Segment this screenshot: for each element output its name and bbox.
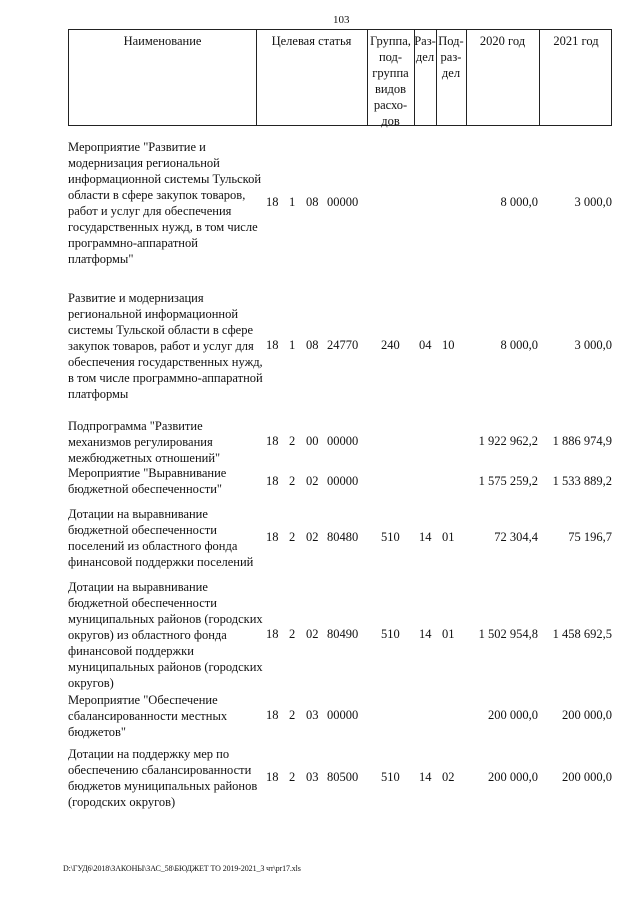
row-name: Дотации на поддержку мер по обеспечению сбалансированности бюджетов муниципальных районов (городских округов) (68, 747, 258, 809)
row-code-3: 08 (306, 195, 319, 209)
row-code-3: 03 (306, 708, 319, 722)
row-name: Дотации на выравнивание бюджетной обеспеченности поселений из областного фонда финансовой поддержки поселений (68, 507, 254, 569)
row-name: Мероприятие "Развитие и модернизация региональной информационной системы Тульской области в сфере закупок товаров, работ и услуг для обеспечения государственных нужд, в том числе программно-аппаратной платформы" (68, 140, 262, 266)
row-2020: 72 304,4 (494, 530, 538, 544)
row-name: Развитие и модернизация региональной информационной системы Тульской области в сфере закупок товаров, работ и услуг для обеспечения государственных нужд, в том числе программно-аппаратной платформы (68, 291, 263, 401)
row-name: Мероприятие "Обеспечение сбалансированности местных бюджетов" (68, 693, 228, 739)
row-section: 14 (419, 530, 432, 544)
row-group: 510 (381, 627, 400, 641)
row-2020: 8 000,0 (500, 195, 538, 209)
row-code-3: 02 (306, 530, 319, 544)
row-section: 14 (419, 627, 432, 641)
row-section: 14 (419, 770, 432, 784)
header-2020: 2020 год (479, 34, 526, 48)
row-code-3: 02 (306, 627, 319, 641)
header-subsection-line: раз- (440, 50, 462, 64)
header-subsection-line: Под- (438, 34, 464, 48)
header-subsection-line: дел (441, 66, 461, 80)
row-2021: 1 458 692,5 (552, 627, 612, 641)
header-section-line: дел (415, 50, 435, 64)
row-section: 04 (419, 338, 432, 352)
row-code-2: 1 (289, 338, 296, 352)
row-code-1: 18 (266, 338, 279, 352)
header-group-line: группа (372, 66, 409, 80)
row-code-3: 08 (306, 338, 319, 352)
header-section-line: Раз- (414, 34, 436, 48)
header-subsection (436, 33, 466, 81)
row-subsection: 02 (442, 770, 455, 784)
header-group-line: расхо- (373, 98, 408, 112)
row-subsection: 01 (442, 627, 455, 641)
row-2020: 1 575 259,2 (478, 474, 538, 488)
row-2020: 200 000,0 (488, 708, 538, 722)
header-group-line: Группа, (370, 34, 411, 48)
row-code-3: 00 (306, 434, 319, 448)
row-code-2: 1 (289, 195, 296, 209)
row-code-1: 18 (266, 627, 279, 641)
row-code-1: 18 (266, 770, 279, 784)
header-group-line: дов (381, 114, 400, 128)
row-code-1: 18 (266, 708, 279, 722)
row-name: Мероприятие "Выравнивание бюджетной обеспеченности" (68, 466, 227, 496)
row-code-1: 18 (266, 530, 279, 544)
header-2021: 2021 год (553, 34, 599, 48)
row-2021: 200 000,0 (562, 708, 612, 722)
row-group: 240 (381, 338, 400, 352)
row-code-3: 03 (306, 770, 319, 784)
row-code-1: 18 (266, 434, 279, 448)
row-code-4: 80480 (327, 530, 359, 544)
row-2020: 8 000,0 (500, 338, 538, 352)
row-group: 510 (381, 770, 400, 784)
header-target: Целевая статья (271, 34, 352, 48)
row-code-4: 00000 (327, 434, 359, 448)
row-2021: 200 000,0 (562, 770, 612, 784)
table-header (68, 29, 612, 126)
row-code-2: 2 (289, 434, 296, 448)
row-code-2: 2 (289, 770, 296, 784)
row-code-2: 2 (289, 474, 296, 488)
row-2021: 3 000,0 (574, 338, 612, 352)
row-code-4: 24770 (327, 338, 359, 352)
row-name: Дотации на выравнивание бюджетной обеспеченности муниципальных районов (городских округов) из областного фонда финансовой поддержки муниципальных районов (городских округов) (68, 580, 263, 690)
header-group-line: видов (374, 82, 407, 96)
row-2021: 75 196,7 (568, 530, 612, 544)
page-number: 103 (333, 14, 350, 26)
row-name: Подпрограмма "Развитие механизмов регулирования межбюджетных отношений" (68, 419, 221, 465)
header-section (414, 33, 436, 65)
row-code-3: 02 (306, 474, 319, 488)
row-group: 510 (381, 530, 400, 544)
row-2020: 1 922 962,2 (478, 434, 538, 448)
row-code-4: 80500 (327, 770, 359, 784)
row-code-4: 00000 (327, 195, 359, 209)
header-group-line: под- (378, 50, 403, 64)
row-subsection: 10 (442, 338, 455, 352)
header-name: Наименование (123, 34, 202, 48)
row-code-4: 00000 (327, 708, 359, 722)
row-subsection: 01 (442, 530, 455, 544)
file-path-footer: D:\ГУД6\2018\ЗАКОНЫ\ЗАС_58\БЮДЖЕТ ТО 2019-2021_3 чт\pr17.xls (63, 864, 301, 873)
header-group (367, 33, 414, 129)
row-2021: 1 886 974,9 (552, 434, 612, 448)
row-code-4: 00000 (327, 474, 359, 488)
row-code-2: 2 (289, 708, 296, 722)
row-2020: 1 502 954,8 (478, 627, 538, 641)
row-code-2: 2 (289, 627, 296, 641)
row-code-1: 18 (266, 474, 279, 488)
row-2020: 200 000,0 (488, 770, 538, 784)
row-code-2: 2 (289, 530, 296, 544)
row-2021: 1 533 889,2 (552, 474, 612, 488)
row-code-1: 18 (266, 195, 279, 209)
row-2021: 3 000,0 (574, 195, 612, 209)
row-code-4: 80490 (327, 627, 359, 641)
